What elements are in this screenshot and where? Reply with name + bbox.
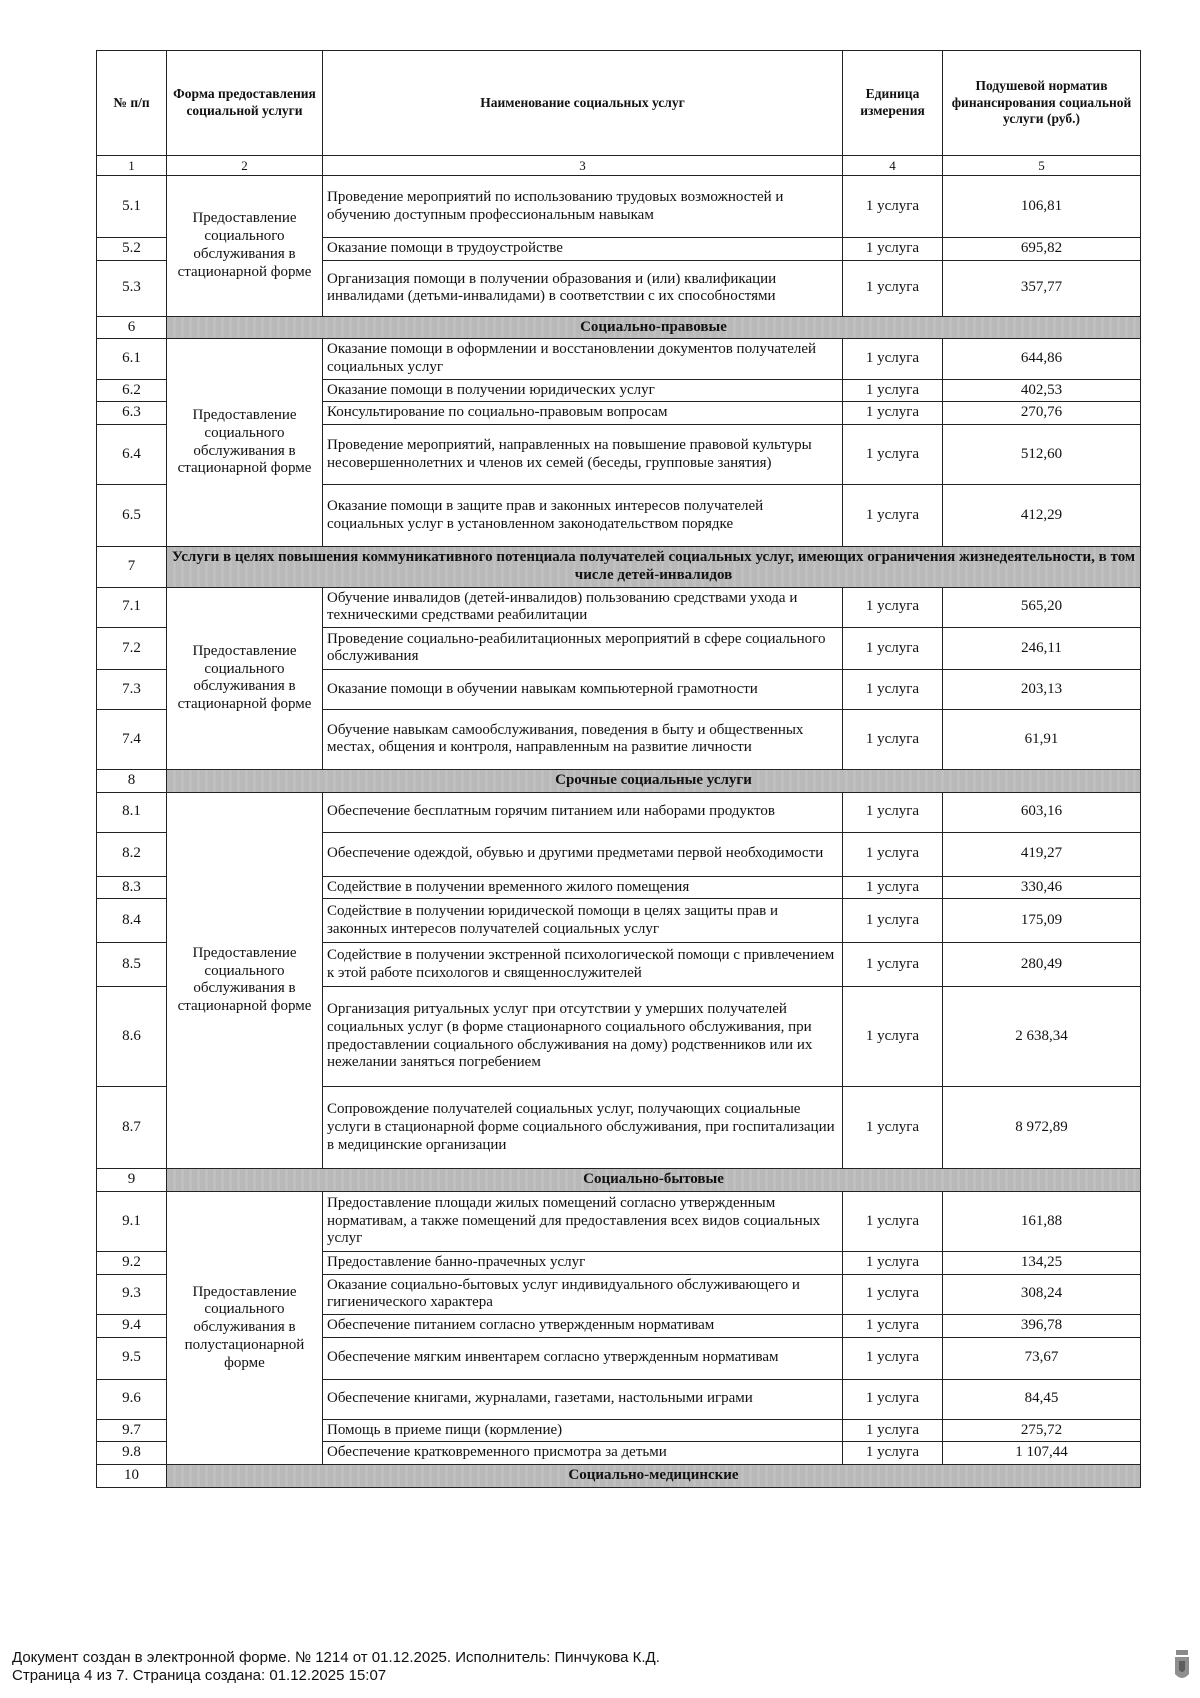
funding-norm: 61,91 [943, 709, 1141, 769]
funding-norm: 603,16 [943, 792, 1141, 832]
row-number: 9.1 [97, 1191, 167, 1251]
document-footer [12, 1649, 660, 1685]
service-name: Организация ритуальных услуг при отсутствии у умерших получателей социальных услуг (в форме стационарного социального обслуживания, при предоставлении социального обслуживания на дому) родственников или их нежелании заняться погребением [323, 987, 843, 1087]
section-title: Социально-медицинские [167, 1465, 1141, 1488]
service-name: Обучение инвалидов (детей-инвалидов) пользованию средствами ухода и техническими средствами реабилитации [323, 587, 843, 627]
funding-norm: 84,45 [943, 1379, 1141, 1419]
service-name: Проведение социально-реабилитационных мероприятий в сфере социального обслуживания [323, 627, 843, 669]
unit-of-measure: 1 услуга [843, 1419, 943, 1442]
service-name: Предоставление площади жилых помещений согласно утвержденным нормативам, а также помещений для предоставления всех видов социальных услуг [323, 1191, 843, 1251]
row-number: 8.5 [97, 943, 167, 987]
unit-of-measure: 1 услуга [843, 669, 943, 709]
funding-norm: 357,77 [943, 260, 1141, 316]
funding-norm: 1 107,44 [943, 1442, 1141, 1465]
service-name: Оказание помощи в обучении навыкам компьютерной грамотности [323, 669, 843, 709]
row-number: 9.6 [97, 1379, 167, 1419]
table-body [97, 176, 1141, 1488]
header-form: Форма предоставления социальной услуги [167, 51, 323, 156]
table-row [97, 587, 1141, 627]
funding-norm: 308,24 [943, 1274, 1141, 1314]
row-number: 9.7 [97, 1419, 167, 1442]
funding-norm: 134,25 [943, 1251, 1141, 1274]
row-number: 7.2 [97, 627, 167, 669]
row-number: 8.7 [97, 1087, 167, 1169]
column-number: 3 [323, 156, 843, 176]
row-number: 6.1 [97, 339, 167, 379]
column-number: 5 [943, 156, 1141, 176]
unit-of-measure: 1 услуга [843, 987, 943, 1087]
funding-norm: 161,88 [943, 1191, 1141, 1251]
header-name: Наименование социальных услуг [323, 51, 843, 156]
service-form: Предоставление социального обслуживания в стационарной форме [167, 792, 323, 1169]
unit-of-measure: 1 услуга [843, 379, 943, 402]
column-numbers-row [97, 156, 1141, 176]
service-name: Сопровождение получателей социальных услуг, получающих социальные услуги в стационарной форме социального обслуживания, при госпитализации в медицинские организации [323, 1087, 843, 1169]
row-number: 6 [97, 316, 167, 339]
service-name: Предоставление банно-прачечных услуг [323, 1251, 843, 1274]
row-number: 6.2 [97, 379, 167, 402]
section-title: Услуги в целях повышения коммуникативного потенциала получателей социальных услуг, имеющих ограничения жизнедеятельности, в том числе детей-инвалидов [167, 547, 1141, 587]
table-row [97, 1191, 1141, 1251]
row-number: 5.2 [97, 238, 167, 261]
table-header-row [97, 51, 1141, 156]
unit-of-measure: 1 услуга [843, 899, 943, 943]
funding-norm: 330,46 [943, 876, 1141, 899]
column-number: 2 [167, 156, 323, 176]
header-unit: Единица измерения [843, 51, 943, 156]
row-number: 9.8 [97, 1442, 167, 1465]
funding-norm: 419,27 [943, 832, 1141, 876]
service-form: Предоставление социального обслуживания в стационарной форме [167, 176, 323, 317]
table-row [97, 792, 1141, 832]
service-name: Содействие в получении юридической помощи в целях защиты прав и законных интересов получателей социальных услуг [323, 899, 843, 943]
row-number: 9.4 [97, 1315, 167, 1338]
row-number: 6.4 [97, 425, 167, 485]
service-name: Оказание социально-бытовых услуг индивидуального обслуживающего и гигиенического характера [323, 1274, 843, 1314]
section-row [97, 769, 1141, 792]
unit-of-measure: 1 услуга [843, 943, 943, 987]
unit-of-measure: 1 услуга [843, 485, 943, 547]
funding-norm: 73,67 [943, 1337, 1141, 1379]
funding-norm: 8 972,89 [943, 1087, 1141, 1169]
row-number: 9.2 [97, 1251, 167, 1274]
service-name: Содействие в получении временного жилого помещения [323, 876, 843, 899]
service-name: Оказание помощи в защите прав и законных интересов получателей социальных услуг в установленном законодательством порядке [323, 485, 843, 547]
row-number: 8.2 [97, 832, 167, 876]
unit-of-measure: 1 услуга [843, 792, 943, 832]
header-num: № п/п [97, 51, 167, 156]
row-number: 6.5 [97, 485, 167, 547]
unit-of-measure: 1 услуга [843, 709, 943, 769]
row-number: 8.1 [97, 792, 167, 832]
row-number: 8.6 [97, 987, 167, 1087]
unit-of-measure: 1 услуга [843, 1442, 943, 1465]
unit-of-measure: 1 услуга [843, 627, 943, 669]
funding-norm: 175,09 [943, 899, 1141, 943]
service-name: Оказание помощи в получении юридических услуг [323, 379, 843, 402]
table-row [97, 176, 1141, 238]
service-name: Организация помощи в получении образования и (или) квалификации инвалидами (детьми-инвалидами) в соответствии с их способностями [323, 260, 843, 316]
unit-of-measure: 1 услуга [843, 1274, 943, 1314]
section-title: Социально-бытовые [167, 1169, 1141, 1192]
service-name: Обеспечение мягким инвентарем согласно утвержденным нормативам [323, 1337, 843, 1379]
funding-norm: 695,82 [943, 238, 1141, 261]
funding-norm: 275,72 [943, 1419, 1141, 1442]
section-title: Социально-правовые [167, 316, 1141, 339]
column-number: 4 [843, 156, 943, 176]
service-form: Предоставление социального обслуживания в полустационарной форме [167, 1191, 323, 1464]
section-row [97, 1465, 1141, 1488]
section-row [97, 1169, 1141, 1192]
unit-of-measure: 1 услуга [843, 1087, 943, 1169]
service-name: Оказание помощи в оформлении и восстановлении документов получателей социальных услуг [323, 339, 843, 379]
row-number: 9 [97, 1169, 167, 1192]
header-norm: Подушевой норматив финансирования социальной услуги (руб.) [943, 51, 1141, 156]
table-row [97, 339, 1141, 379]
funding-norm: 106,81 [943, 176, 1141, 238]
service-name: Оказание помощи в трудоустройстве [323, 238, 843, 261]
funding-norm: 2 638,34 [943, 987, 1141, 1087]
service-name: Обеспечение кратковременного присмотра за детьми [323, 1442, 843, 1465]
unit-of-measure: 1 услуга [843, 1315, 943, 1338]
unit-of-measure: 1 услуга [843, 1337, 943, 1379]
row-number: 6.3 [97, 402, 167, 425]
unit-of-measure: 1 услуга [843, 587, 943, 627]
funding-norm: 203,13 [943, 669, 1141, 709]
service-form: Предоставление социального обслуживания в стационарной форме [167, 339, 323, 547]
row-number: 9.3 [97, 1274, 167, 1314]
unit-of-measure: 1 услуга [843, 238, 943, 261]
service-name: Проведение мероприятий, направленных на повышение правовой культуры несовершеннолетних и членов их семей (беседы, групповые занятия) [323, 425, 843, 485]
row-number: 7.1 [97, 587, 167, 627]
funding-norm: 402,53 [943, 379, 1141, 402]
coat-of-arms-icon [1173, 1648, 1191, 1684]
funding-norm: 280,49 [943, 943, 1141, 987]
funding-norm: 270,76 [943, 402, 1141, 425]
funding-norm: 565,20 [943, 587, 1141, 627]
column-number: 1 [97, 156, 167, 176]
service-name: Помощь в приеме пищи (кормление) [323, 1419, 843, 1442]
row-number: 5.1 [97, 176, 167, 238]
unit-of-measure: 1 услуга [843, 425, 943, 485]
row-number: 10 [97, 1465, 167, 1488]
services-table [96, 50, 1141, 1488]
service-name: Обеспечение одеждой, обувью и другими предметами первой необходимости [323, 832, 843, 876]
section-title: Срочные социальные услуги [167, 769, 1141, 792]
section-row [97, 547, 1141, 587]
unit-of-measure: 1 услуга [843, 260, 943, 316]
row-number: 8 [97, 769, 167, 792]
service-form: Предоставление социального обслуживания в стационарной форме [167, 587, 323, 769]
service-name: Проведение мероприятий по использованию трудовых возможностей и обучению доступным профессиональным навыкам [323, 176, 843, 238]
row-number: 7.4 [97, 709, 167, 769]
row-number: 8.4 [97, 899, 167, 943]
row-number: 7.3 [97, 669, 167, 709]
unit-of-measure: 1 услуга [843, 832, 943, 876]
unit-of-measure: 1 услуга [843, 1191, 943, 1251]
unit-of-measure: 1 услуга [843, 876, 943, 899]
service-name: Обучение навыкам самообслуживания, поведения в быту и общественных местах, общения и контроля, направленным на развитие личности [323, 709, 843, 769]
unit-of-measure: 1 услуга [843, 339, 943, 379]
funding-norm: 396,78 [943, 1315, 1141, 1338]
row-number: 8.3 [97, 876, 167, 899]
service-name: Консультирование по социально-правовым вопросам [323, 402, 843, 425]
funding-norm: 246,11 [943, 627, 1141, 669]
row-number: 7 [97, 547, 167, 587]
unit-of-measure: 1 услуга [843, 402, 943, 425]
funding-norm: 644,86 [943, 339, 1141, 379]
footer-line-2: Страница 4 из 7. Страница создана: 01.12.2025 15:07 [12, 1667, 387, 1684]
funding-norm: 512,60 [943, 425, 1141, 485]
service-name: Обеспечение бесплатным горячим питанием или наборами продуктов [323, 792, 843, 832]
unit-of-measure: 1 услуга [843, 176, 943, 238]
service-name: Обеспечение питанием согласно утвержденным нормативам [323, 1315, 843, 1338]
unit-of-measure: 1 услуга [843, 1251, 943, 1274]
service-name: Обеспечение книгами, журналами, газетами, настольными играми [323, 1379, 843, 1419]
row-number: 9.5 [97, 1337, 167, 1379]
funding-norm: 412,29 [943, 485, 1141, 547]
section-row [97, 316, 1141, 339]
footer-line-1: Документ создан в электронной форме. № 1214 от 01.12.2025. Исполнитель: Пинчукова К.Д. [12, 1649, 660, 1666]
service-name: Содействие в получении экстренной психологической помощи с привлечением к этой работе психологов и священнослужителей [323, 943, 843, 987]
unit-of-measure: 1 услуга [843, 1379, 943, 1419]
row-number: 5.3 [97, 260, 167, 316]
